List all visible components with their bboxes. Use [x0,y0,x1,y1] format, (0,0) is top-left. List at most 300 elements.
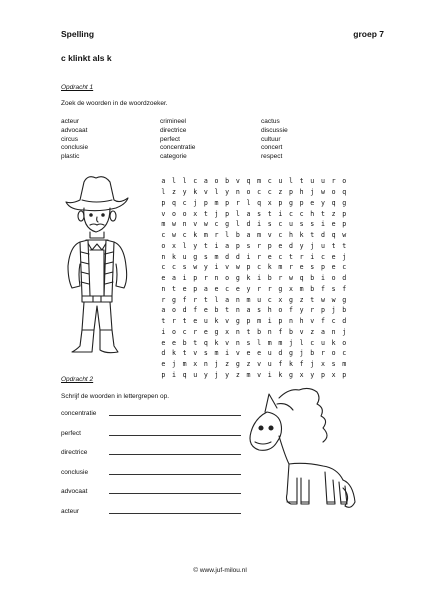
word-search-letter: w [193,263,198,272]
word-search-letter: c [171,263,176,272]
word-search-letter: r [278,274,283,283]
word-search-letter: v [267,231,272,240]
word-search-letter: e [161,274,166,283]
word-search-letter: p [320,263,325,272]
word-search-letter: j [342,327,347,336]
word-search-letter: j [331,306,336,315]
word-search-letter: v [203,188,208,197]
word-search-letter: c [310,338,315,347]
word-search-letter: z [171,188,176,197]
word-search-letter: b [257,327,262,336]
word-search-letter: g [214,327,219,336]
word-search-letter: r [320,349,325,358]
syllable-word-label: perfect [61,429,81,437]
word-search-letter: c [257,188,262,197]
word-search-letter: d [342,317,347,326]
word-search-letter: g [225,220,230,229]
word-search-letter: a [320,327,325,336]
word-search-letter: n [331,327,336,336]
word-search-letter: s [331,360,336,369]
word-list-item: concentratie [160,144,196,152]
word-search-letter: u [267,349,272,358]
word-search-letter: c [267,177,272,186]
word-search-letter: b [182,338,187,347]
word-list-item: plastic [61,153,80,161]
word-search-letter: k [214,338,219,347]
exercise-1-instruction: Zoek de woorden in de woordzoeker. [61,100,168,107]
word-search-letter: p [193,274,198,283]
word-search-letter: t [342,241,347,250]
word-search-letter: e [193,317,198,326]
word-search-letter: e [278,241,283,250]
word-search-letter: y [203,263,208,272]
word-search-letter: w [171,231,176,240]
word-search-letter: s [257,209,262,218]
word-search-letter: p [225,209,230,218]
word-search-letter: o [278,306,283,315]
word-search-letter: o [182,209,187,218]
syllable-answer-row [61,407,241,419]
word-search-letter: p [161,198,166,207]
word-search-letter: j [299,349,304,358]
syllable-answer-row [61,485,241,497]
word-search-letter: t [161,317,166,326]
word-search-letter: i [214,241,219,250]
word-search-letter: t [267,209,272,218]
word-search-letter: c [299,209,304,218]
word-search-letter: c [161,263,166,272]
word-search-letter: s [246,241,251,250]
word-search-letter: m [182,360,187,369]
word-search-letter: a [161,177,166,186]
word-search-letter: y [193,241,198,250]
answer-line[interactable] [109,415,241,416]
word-search-letter: n [235,338,240,347]
group-label: groep 7 [353,29,384,39]
word-search-letter: o [342,338,347,347]
answer-line[interactable] [109,474,241,475]
word-search-letter: l [257,338,262,347]
word-search-letter: b [310,349,315,358]
word-search-letter: m [257,231,262,240]
word-search-letter: l [246,198,251,207]
word-search-letter: c [278,231,283,240]
word-search-letter: e [331,263,336,272]
word-search-letter: s [267,220,272,229]
word-search-letter: v [193,220,198,229]
word-search-letter: f [320,284,325,293]
word-search-letter: p [320,306,325,315]
syllable-answer-row [61,446,241,458]
word-search-letter: e [246,349,251,358]
word-search-letter: m [214,349,219,358]
word-search-letter: c [182,231,187,240]
word-search-letter: d [289,241,293,250]
answer-line[interactable] [109,435,241,436]
word-search-letter: x [320,360,325,369]
word-search-letter: z [225,360,230,369]
word-search-letter: o [171,327,176,336]
word-search-letter: p [342,209,347,218]
word-search-letter: d [342,274,347,283]
word-search-letter: g [289,295,293,304]
word-list-item: acteur [61,118,80,125]
word-search-letter: i [182,274,187,283]
word-search-letter: t [225,306,230,315]
word-search-letter: z [331,209,336,218]
word-search-letter: a [246,306,251,315]
word-search-letter: o [331,188,336,197]
word-search-letter: c [161,231,166,240]
word-search-letter: w [342,231,347,240]
word-search-letter: b [235,231,240,240]
word-search-letter: v [225,317,230,326]
word-search-letter: s [182,263,187,272]
word-search-letter: n [182,220,187,229]
word-search-letter: g [278,284,283,293]
word-search-letter: v [235,177,240,186]
word-search-letter: x [193,209,198,218]
word-search-letter: i [257,220,262,229]
word-search-letter: r [203,274,208,283]
word-search-letter: d [182,306,187,315]
word-search-letter: j [214,209,219,218]
word-search-letter: e [161,338,166,347]
word-search-letter: q [203,338,208,347]
word-search-letter: v [299,327,304,336]
word-search-letter: u [278,177,283,186]
word-search-letter: d [278,349,283,358]
word-search-letter: e [331,252,336,261]
word-search-letter: f [320,317,325,326]
word-search-letter: a [225,295,230,304]
word-search-letter: x [225,327,230,336]
word-search-letter: e [299,263,304,272]
word-list-item: crimineel [160,118,187,125]
word-search-letter: h [310,209,315,218]
word-search-letter: e [182,284,187,293]
word-search-letter: t [331,241,336,250]
word-search-letter: p [278,198,283,207]
word-search-letter: g [289,198,293,207]
word-search-letter: w [331,295,336,304]
word-search-letter: v [225,338,230,347]
word-search-letter: v [235,349,240,358]
word-search-letter: g [235,360,240,369]
word-search-letter: f [299,360,304,369]
word-search-letter: x [289,284,293,293]
word-search-letter: e [161,360,166,369]
word-search-letter: r [267,284,272,293]
word-search-letter: y [203,370,208,379]
word-search-letter: m [342,360,347,369]
word-search-letter: m [257,317,262,326]
syllable-word-label: directrice [61,449,88,457]
answer-line[interactable] [109,513,241,514]
word-search-letter: n [289,317,293,326]
word-search-letter: m [246,370,251,379]
word-search-letter: z [246,360,251,369]
word-search-letter: v [161,209,166,218]
word-search-letter: c [267,188,272,197]
syllable-word-label: advocaat [61,488,88,496]
word-search-letter: w [320,295,325,304]
word-search-letter: t [203,209,208,218]
word-search-letter: j [289,338,293,347]
word-search-letter: g [235,317,240,326]
word-search-letter: j [214,360,219,369]
word-list-item: discussie [261,126,288,134]
word-search-letter: n [235,327,240,336]
word-search-letter: a [246,209,251,218]
word-search-letter: i [225,349,230,358]
word-search-letter: e [310,198,315,207]
word-search-letter: i [320,274,325,283]
word-search-letter: t [310,295,315,304]
word-search-letter: m [299,284,304,293]
word-search-letter: v [310,317,315,326]
word-search-letter: j [310,188,315,197]
syllable-word-label: conclusie [61,468,89,476]
word-search-letter: t [320,209,325,218]
word-search-letter: m [214,252,219,261]
word-search-letter: q [331,231,336,240]
word-search-letter: s [203,349,208,358]
worksheet-title: Spelling [61,29,95,39]
word-search-letter: r [310,306,315,315]
word-search-letter: h [299,317,304,326]
syllable-answer-row [61,505,241,517]
word-search-letter: k [171,252,176,261]
word-search-letter: e [214,284,219,293]
word-search-letter: r [161,295,166,304]
word-search-letter: r [171,317,176,326]
word-search-letter: c [225,284,230,293]
word-search-letter: l [171,177,176,186]
word-search-letter: b [310,274,315,283]
word-search-letter: c [193,177,198,186]
word-search-letter: w [320,188,325,197]
word-search-letter: x [267,198,272,207]
exercise-2-instruction: Schrijf de woorden in lettergrepen op. [61,393,170,400]
word-search-letter: l [214,188,219,197]
word-search-letter: p [203,198,208,207]
word-search-letter: a [203,177,208,186]
word-search-letter: e [257,349,262,358]
word-search-letter: q [342,188,347,197]
word-search-letter: x [193,360,198,369]
word-search-letter: g [193,252,198,261]
answer-line[interactable] [109,454,241,455]
word-search-letter: q [182,370,187,379]
word-search-letter: y [320,198,325,207]
syllable-word-label: concentratie [61,410,97,417]
word-search-letter: x [171,241,176,250]
word-search-letter: u [193,370,198,379]
word-list-item: perfect [160,135,180,143]
word-search-letter: s [310,263,315,272]
word-list-item: concert [261,144,283,152]
word-search-letter: l [182,241,187,250]
word-search-letter: k [193,188,198,197]
word-search-letter: i [267,317,272,326]
word-search-letter: c [320,252,325,261]
word-search-letter: p [193,284,198,293]
word-search-letter: p [342,370,347,379]
word-search-letter: z [278,188,283,197]
word-search-letter: r [257,252,262,261]
word-search-letter: c [278,220,283,229]
word-search-letter: g [342,295,347,304]
word-search-letter: u [320,241,325,250]
word-search-letter: p [161,370,166,379]
word-search-letter: l [214,295,219,304]
word-search-letter: w [203,220,208,229]
word-search-letter: t [203,295,208,304]
word-search-letter: r [257,241,262,250]
word-search-letter: h [299,188,304,197]
word-search-letter: n [235,306,240,315]
word-search-letter: n [235,188,240,197]
word-search-letter: b [342,306,347,315]
word-search-letter: c [257,263,262,272]
horse-illustration [243,384,363,529]
word-search-letter: k [299,231,304,240]
word-search-letter: w [171,220,176,229]
word-search-letter: e [331,220,336,229]
word-search-letter: j [310,241,315,250]
word-search-letter: k [171,349,176,358]
word-search-letter: q [171,198,176,207]
word-search-letter: y [299,306,304,315]
word-search-letter: u [257,295,262,304]
word-search-letter: d [235,252,240,261]
word-search-letter: n [267,327,272,336]
word-search-letter: h [289,231,293,240]
word-search-letter: g [289,349,293,358]
word-search-letter: c [331,317,336,326]
word-search-letter: i [161,327,166,336]
word-search-letter: m [278,263,283,272]
word-search-letter: f [278,327,283,336]
word-search-letter: i [214,263,219,272]
word-search-letter: j [214,370,219,379]
word-search-letter: l [182,177,187,186]
word-search-letter: r [193,327,198,336]
word-search-letter: q [257,198,262,207]
word-search-letter: b [214,306,219,315]
word-list-item: directrice [160,126,187,134]
word-search-letter: s [331,284,336,293]
word-search-letter: g [235,274,240,283]
word-search-letter: f [289,306,293,315]
word-search-letter: m [161,220,166,229]
word-search-letter: t [182,317,187,326]
word-search-letter: l [161,188,166,197]
word-search-letter: q [331,198,336,207]
word-search-letter: f [342,284,347,293]
word-search-letter: m [214,198,219,207]
word-search-letter: i [320,220,325,229]
word-search-letter: o [214,177,219,186]
word-search-letter: m [203,231,208,240]
word-search-letter: t [299,177,304,186]
word-search-letter: p [299,198,304,207]
word-search-letter: a [171,274,176,283]
word-search-letter: e [267,252,272,261]
word-search-letter: t [171,284,176,293]
word-search-letter: x [278,295,283,304]
word-search-letter: o [331,274,336,283]
word-search-letter: s [257,306,262,315]
word-search-letter: s [299,220,304,229]
word-search-letter: j [310,360,315,369]
word-search-letter: n [214,274,219,283]
word-search-letter: r [214,231,219,240]
word-search-letter: g [289,370,293,379]
word-search-letter: d [246,220,251,229]
word-search-letter: r [299,252,304,261]
word-search-letter: k [193,231,198,240]
word-search-letter: u [320,177,325,186]
word-list-item: categorie [160,153,187,161]
word-search-letter: p [267,241,272,250]
word-search-letter: k [214,317,219,326]
word-list [61,118,361,161]
word-search-letter: f [182,295,187,304]
word-search-letter: y [182,188,187,197]
word-search-letter: v [193,349,198,358]
word-search-letter: p [246,263,251,272]
word-search-letter: l [235,220,240,229]
word-search-letter: r [289,263,293,272]
word-search-letter: b [310,284,315,293]
word-search-letter: l [299,338,304,347]
word-search-letter: e [235,284,240,293]
word-list-item: respect [261,153,283,161]
word-search-letter: i [278,209,283,218]
word-search-letter: t [193,338,198,347]
word-search-letter: k [278,370,283,379]
word-search-letter: u [182,252,187,261]
word-search-letter: a [225,241,230,250]
word-search-grid [158,176,350,380]
word-search-letter: y [299,241,304,250]
word-list-item: circus [61,135,78,143]
word-search-letter: m [267,338,272,347]
word-search-letter: p [235,241,240,250]
syllable-answer-row [61,427,241,439]
word-search-letter: y [246,284,251,293]
word-search-letter: p [246,317,251,326]
word-search-letter: j [171,360,176,369]
cowboy-illustration [60,170,140,365]
word-search-letter: n [203,360,208,369]
word-search-letter: o [225,274,230,283]
word-search-letter: y [225,370,230,379]
answer-line[interactable] [109,493,241,494]
word-search-letter: c [182,198,187,207]
word-search-letter: l [235,209,240,218]
exercise-2-title: Opdracht 2 [61,376,94,383]
word-search-letter: o [342,177,347,186]
word-list-item: advocaat [61,126,88,134]
word-search-letter: a [203,284,208,293]
word-search-letter: i [246,252,251,261]
word-search-letter: f [193,306,198,315]
word-search-letter: c [278,252,283,261]
word-search-letter: s [310,220,315,229]
